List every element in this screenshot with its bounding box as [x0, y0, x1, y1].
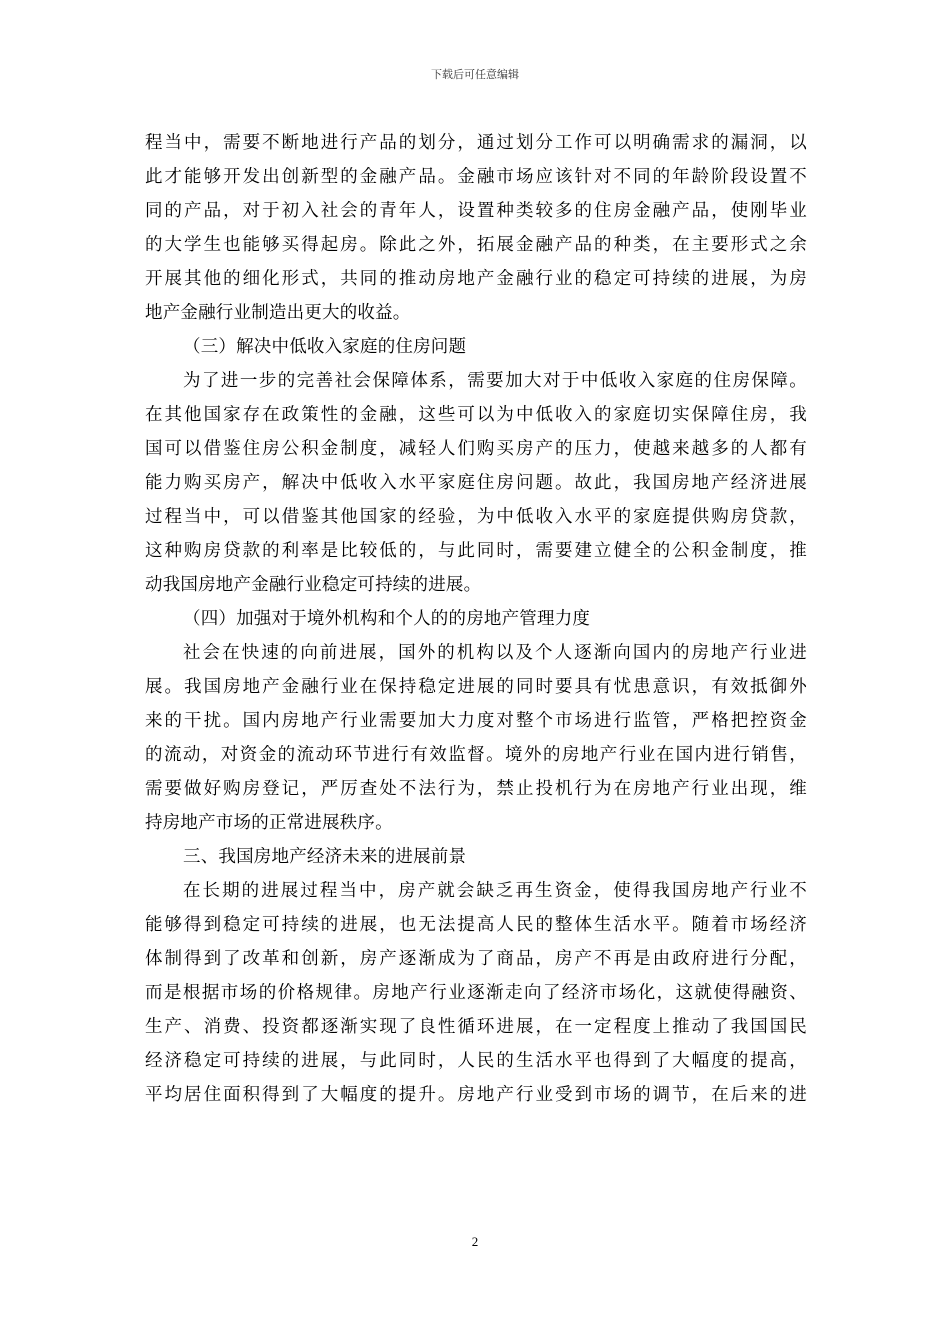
- text-line: 为了进一步的完善社会保障体系，需要加大对于中低收入家庭的住房保障。: [183, 371, 807, 391]
- text-line: 国可以借鉴住房公积金制度，减轻人们购买房产的压力，使越来越多的人都有: [145, 439, 807, 459]
- section-heading-3: （三）解决中低收入家庭的住房问题: [183, 337, 467, 357]
- text-line: 的大学生也能够买得起房。除此之外，拓展金融产品的种类，在主要形式之余: [145, 235, 807, 255]
- text-line: 这种购房贷款的利率是比较低的，与此同时，需要建立健全的公积金制度，推: [145, 541, 807, 561]
- text-line: 开展其他的细化形式，共同的推动房地产金融行业的稳定可持续的进展，为房: [145, 269, 807, 289]
- text-line: 在长期的进展过程当中，房产就会缺乏再生资金，使得我国房地产行业不: [183, 881, 807, 901]
- text-line: 同的产品，对于初入社会的青年人，设置种类较多的住房金融产品，使刚毕业: [145, 201, 807, 221]
- text-line: 生产、消费、投资都逐渐实现了良性循环进展，在一定程度上推动了我国国民: [145, 1017, 807, 1037]
- text-line: 体制得到了改革和创新，房产逐渐成为了商品，房产不再是由政府进行分配，: [145, 949, 807, 969]
- text-line: 来的干扰。国内房地产行业需要加大力度对整个市场进行监管，严格把控资金: [145, 711, 807, 731]
- text-line: 需要做好购房登记，严厉查处不法行为，禁止投机行为在房地产行业出现，维: [145, 779, 807, 799]
- text-line: 经济稳定可持续的进展，与此同时，人民的生活水平也得到了大幅度的提高，: [145, 1051, 807, 1071]
- paragraph-1: [145, 126, 807, 330]
- page-header: 下载后可任意编辑: [431, 68, 519, 81]
- text-line: 地产金融行业制造出更大的收益。: [145, 303, 411, 323]
- text-line: 能够得到稳定可持续的进展，也无法提高人民的整体生活水平。随着市场经济: [145, 915, 807, 935]
- text-line: 平均居住面积得到了大幅度的提升。房地产行业受到市场的调节，在后来的进: [145, 1085, 807, 1105]
- text-line: 能力购买房产，解决中低收入水平家庭住房问题。故此，我国房地产经济进展: [145, 473, 807, 493]
- text-line: 社会在快速的向前进展，国外的机构以及个人逐渐向国内的房地产行业进: [183, 643, 807, 663]
- paragraph-4: [145, 874, 807, 1112]
- text-line: 动我国房地产金融行业稳定可持续的进展。: [145, 575, 482, 595]
- section-heading-4: （四）加强对于境外机构和个人的的房地产管理力度: [183, 609, 591, 629]
- text-line: 此才能够开发出创新型的金融产品。金融市场应该针对不同的年龄阶段设置不: [145, 167, 807, 187]
- text-line: 持房地产市场的正常进展秩序。: [145, 813, 393, 833]
- document-body: [145, 126, 807, 1112]
- chapter-heading-3: 三、我国房地产经济未来的进展前景: [183, 847, 467, 867]
- text-line: 过程当中，可以借鉴其他国家的经验，为中低收入水平的家庭提供购房贷款，: [145, 507, 807, 527]
- text-line: 的流动，对资金的流动环节进行有效监督。境外的房地产行业在国内进行销售，: [145, 745, 807, 765]
- paragraph-3: [145, 636, 807, 840]
- text-line: 在其他国家存在政策性的金融，这些可以为中低收入的家庭切实保障住房，我: [145, 405, 807, 425]
- text-line: 程当中，需要不断地进行产品的划分，通过划分工作可以明确需求的漏洞，以: [145, 133, 807, 153]
- text-line: 展。我国房地产金融行业在保持稳定进展的同时要具有忧患意识，有效抵御外: [145, 677, 807, 697]
- paragraph-2: [145, 364, 807, 602]
- page-number: 2: [471, 1234, 479, 1249]
- text-line: 而是根据市场的价格规律。房地产行业逐渐走向了经济市场化，这就使得融资、: [145, 983, 807, 1003]
